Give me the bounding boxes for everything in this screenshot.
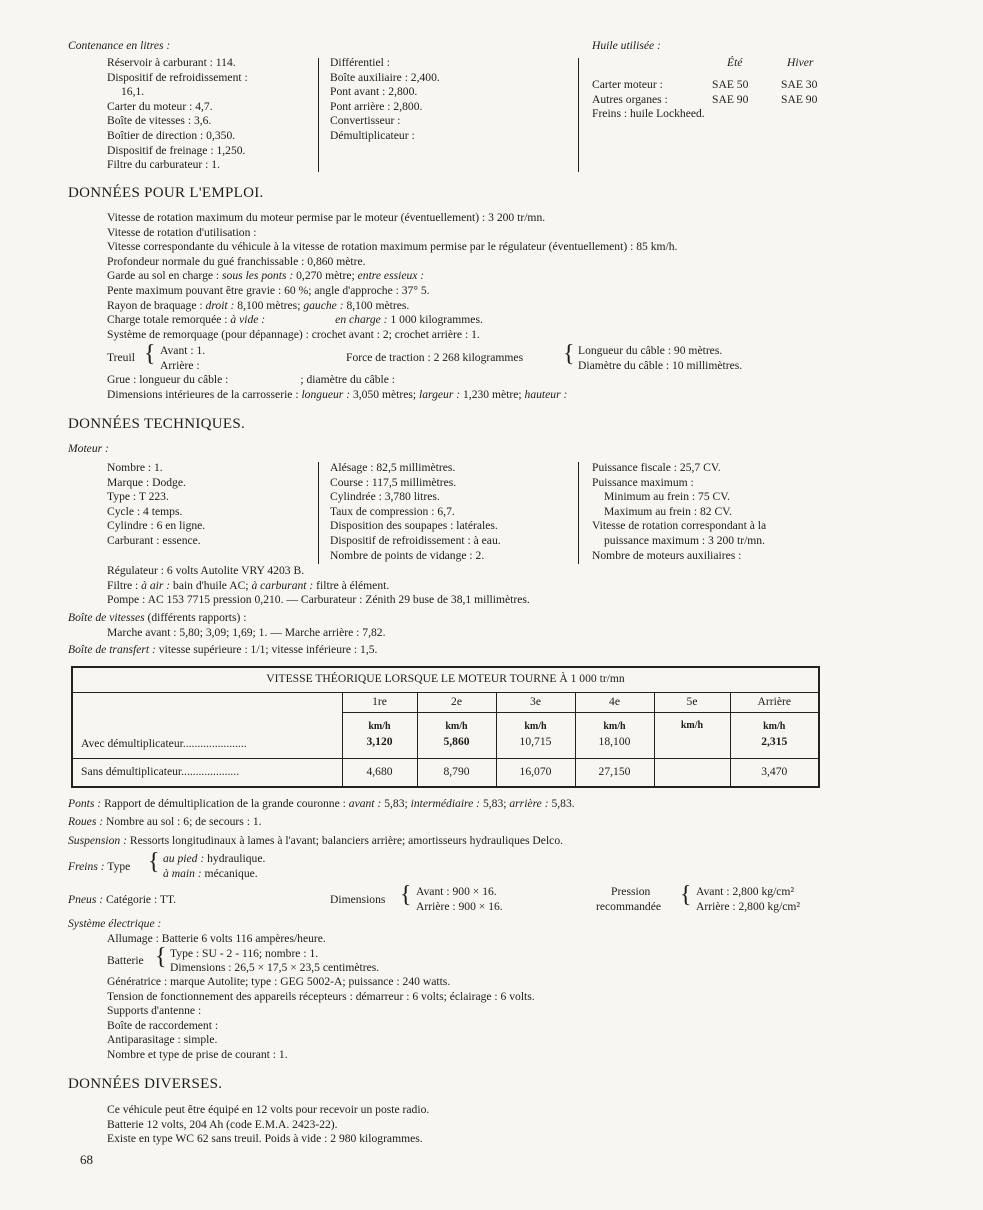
- text-line: Filtre du carburateur : 1.: [107, 158, 220, 172]
- text-line: Course : 117,5 millimètres.: [330, 475, 457, 489]
- text-line: Régulateur : 6 volts Autolite VRY 4203 B.: [107, 564, 305, 577]
- row-label: Sans démultiplicateur....................: [73, 758, 342, 786]
- filtre-line: Filtre : à air : bain d'huile AC; à carburant : filtre à élément.: [107, 578, 390, 592]
- pression-arriere: Arrière : 2,800 kg/cm²: [696, 900, 800, 913]
- text-line: Antiparasitage : simple.: [107, 1033, 218, 1047]
- treuil-diametre: Diamètre du câble : 10 millimètres.: [578, 359, 743, 372]
- text-line: Ce véhicule peut être équipé en 12 volts pour recevoir un poste radio.: [107, 1103, 430, 1116]
- section-heading-emploi: DONNÉES POUR L'EMPLOI.: [68, 185, 264, 201]
- huile-ete-header: Été: [727, 56, 743, 69]
- text-line: puissance maximum : 3 200 tr/mn.: [604, 533, 766, 547]
- table-header: 2e: [417, 692, 496, 712]
- huile-row-ete: SAE 90: [712, 93, 749, 106]
- huile-row-hiver: SAE 30: [781, 78, 818, 91]
- dimensions-line: Dimensions intérieures de la carrosserie : longueur : 3,050 mètres; largeur : 1,230 mètre; hauteur :: [107, 388, 568, 401]
- text-line: Cycle : 4 temps.: [107, 504, 183, 518]
- text-line: Vitesse de rotation maximum du moteur permise par le moteur (éventuellement) : 3 200 tr/mn.: [107, 211, 546, 224]
- text-line: Carburant : essence.: [107, 533, 201, 547]
- vitesse-table-frame: [71, 666, 820, 788]
- text-line: Convertisseur :: [330, 114, 401, 128]
- row-label: Avec démultiplicateur......................: [73, 712, 342, 758]
- contenance-col2: [330, 56, 440, 144]
- text-line: Différentiel :: [330, 56, 390, 69]
- text-line: Boîte de vitesses : 3,6.: [107, 114, 212, 128]
- text-line: Vitesse de rotation d'utilisation :: [107, 225, 257, 239]
- table-header: 1re: [342, 692, 417, 712]
- table-header: 5e: [654, 692, 730, 712]
- treuil-label: Treuil: [107, 351, 135, 364]
- huile-title: Huile utilisée :: [592, 39, 661, 52]
- treuil-force: Force de traction : 2 268 kilogrammes: [346, 351, 524, 364]
- treuil-arriere: Arrière :: [160, 359, 200, 372]
- text-line: Taux de compression : 6,7.: [330, 504, 455, 518]
- text-line: Batterie 12 volts, 204 Ah (code E.M.A. 2423-22).: [107, 1117, 338, 1131]
- table-title: VITESSE THÉORIQUE LORSQUE LE MOTEUR TOURNE À 1 000 tr/mn: [73, 668, 818, 692]
- table-cell: km/h 18,100: [575, 712, 654, 758]
- charge-line: Charge totale remorquée : à vide : en charge : 1 000 kilogrammes.: [107, 313, 483, 327]
- brace-icon: {: [563, 341, 575, 367]
- section-heading-diverses: DONNÉES DIVERSES.: [68, 1076, 223, 1092]
- contenance-title: Contenance en litres :: [68, 39, 171, 52]
- table-row: [73, 712, 818, 758]
- brace-icon: {: [400, 882, 412, 908]
- text-line: Boîtier de direction : 0,350.: [107, 128, 236, 142]
- boite-vitesses-line: Boîte de vitesses (différents rapports) :: [68, 611, 247, 624]
- text-line: Supports d'antenne :: [107, 1004, 202, 1018]
- column-divider: [318, 58, 319, 172]
- brace-icon: {: [680, 882, 692, 908]
- huile-freins: Freins : huile Lockheed.: [592, 107, 705, 120]
- text-line: Pont arrière : 2,800.: [330, 99, 423, 113]
- table-corner: [73, 692, 342, 712]
- text-line: Boîte de raccordement :: [107, 1018, 219, 1032]
- batterie-label: Batterie: [107, 954, 144, 967]
- huile-row-label: Autres organes :: [592, 93, 668, 106]
- moteur-col2: [330, 461, 501, 563]
- column-divider: [578, 462, 579, 564]
- text-line: Système de remorquage (pour dépannage) : crochet avant : 2; crochet arrière : 1.: [107, 327, 480, 341]
- text-line: Démultiplicateur :: [330, 128, 415, 142]
- table-cell: km/h 10,715: [496, 712, 575, 758]
- pression-avant: Avant : 2,800 kg/cm²: [696, 885, 794, 898]
- electrique-title: Système électrique :: [68, 917, 162, 930]
- text-line: Marque : Dodge.: [107, 475, 186, 489]
- marche-line: Marche avant : 5,80; 3,09; 1,69; 1. — Marche arrière : 7,82.: [107, 626, 386, 639]
- text-line: Boîte auxiliaire : 2,400.: [330, 70, 440, 84]
- text-line: Dispositif de freinage : 1,250.: [107, 143, 246, 157]
- pneus-dimensions-label: Dimensions: [330, 893, 386, 906]
- text-line: Minimum au frein : 75 CV.: [604, 490, 731, 504]
- pression-label: Pression: [611, 885, 651, 898]
- rayon-line: Rayon de braquage : droit : 8,100 mètres; gauche : 8,100 mètres.: [107, 298, 410, 312]
- diverses-lines: [107, 1103, 429, 1147]
- text-line: Réservoir à carburant : 114.: [107, 56, 236, 69]
- huile-hiver-header: Hiver: [787, 56, 814, 69]
- table-cell: 8,790: [417, 758, 496, 786]
- garde-line: Garde au sol en charge : sous les ponts : 0,270 mètre; entre essieux :: [107, 269, 425, 283]
- brace-icon: {: [148, 849, 160, 875]
- table-cell: [654, 758, 730, 786]
- text-line: Disposition des soupapes : latérales.: [330, 519, 498, 533]
- brace-icon: {: [155, 944, 167, 970]
- text-line: Alésage : 82,5 millimètres.: [330, 461, 456, 474]
- contenance-col1: [107, 56, 307, 173]
- table-cell: km/h: [654, 712, 730, 758]
- pneus-label: Pneus : Catégorie : TT.: [68, 893, 177, 906]
- text-line: Tension de fonctionnement des appareils récepteurs : démarreur : 6 volts; éclairage : 6 volts.: [107, 989, 535, 1003]
- text-line: Puissance maximum :: [592, 475, 694, 489]
- treuil-avant: Avant : 1.: [160, 344, 206, 357]
- text-line: Cylindrée : 3,780 litres.: [330, 490, 440, 504]
- section-heading-techniques: DONNÉES TECHNIQUES.: [68, 416, 246, 432]
- text-line: Génératrice : marque Autolite; type : GEG 5002-A; puissance : 240 watts.: [107, 975, 451, 988]
- frein-pied: au pied : hydraulique.: [163, 852, 266, 865]
- text-line: Profondeur normale du gué franchissable : 0,860 mètre.: [107, 254, 366, 268]
- text-line: Carter du moteur : 4,7.: [107, 99, 213, 113]
- text-line: Nombre : 1.: [107, 461, 163, 474]
- text-line: Pente maximum pouvant être gravie : 60 %; angle d'approche : 37° 5.: [107, 283, 430, 297]
- grue-line: Grue : longueur du câble : ; diamètre du câble :: [107, 373, 396, 386]
- pneu-dim-avant: Avant : 900 × 16.: [416, 885, 497, 898]
- text-line: 16,1.: [121, 85, 145, 99]
- table-cell: 27,150: [575, 758, 654, 786]
- brace-icon: {: [144, 341, 156, 367]
- text-line: Pompe : AC 153 7715 pression 0,210. — Carburateur : Zénith 29 buse de 38,1 millimètres.: [107, 593, 530, 607]
- page-number: 68: [80, 1152, 93, 1167]
- suspension-line: Suspension : Ressorts longitudinaux à lames à l'avant; balanciers arrière; amortisseurs hydrauliques Delco.: [68, 834, 564, 847]
- table-cell: km/h 3,120: [342, 712, 417, 758]
- ponts-line: Ponts : Rapport de démultiplication de la grande couronne : avant : 5,83; intermédiaire : 5,83; arrière : 5,83.: [68, 797, 575, 810]
- text-line: Maximum au frein : 82 CV.: [604, 504, 732, 518]
- table-row: [73, 758, 818, 786]
- table-cell: 4,680: [342, 758, 417, 786]
- moteur-col3: [592, 461, 766, 563]
- moteur-label: Moteur :: [68, 442, 109, 455]
- freins-label: Freins : Type: [68, 860, 131, 873]
- emploi-block: [107, 211, 677, 342]
- text-line: Nombre de points de vidange : 2.: [330, 548, 485, 562]
- moteur-accessoires: [107, 564, 530, 608]
- huile-row-hiver: SAE 90: [781, 93, 818, 106]
- huile-row-label: Carter moteur :: [592, 78, 663, 91]
- text-line: Dispositif de refroidissement :: [107, 70, 248, 84]
- table-cell: 3,470: [761, 764, 788, 778]
- roues-line: Roues : Nombre au sol : 6; de secours : 1.: [68, 815, 262, 828]
- column-divider: [578, 58, 579, 172]
- text-line: Existe en type WC 62 sans treuil. Poids à vide : 2 980 kilogrammes.: [107, 1132, 423, 1146]
- table-cell: km/h 5,860: [417, 712, 496, 758]
- treuil-longueur: Longueur du câble : 90 mètres.: [578, 344, 723, 357]
- text-line: Type : T 223.: [107, 490, 169, 504]
- electrique-lines: [107, 975, 535, 1063]
- column-divider: [318, 462, 319, 564]
- text-line: Vitesse correspondante du véhicule à la vitesse de rotation maximum permise par le régulateur (éventuellement) : 85 km/h.: [107, 240, 678, 254]
- table-header: 4e: [575, 692, 654, 712]
- frein-main: à main : mécanique.: [163, 867, 258, 880]
- vitesse-table: [73, 668, 818, 786]
- table-cell: 16,070: [496, 758, 575, 786]
- table-header: Arrière: [730, 692, 818, 712]
- batterie-dimensions: Dimensions : 26,5 × 17,5 × 23,5 centimètres.: [170, 961, 380, 974]
- allumage-line: Allumage : Batterie 6 volts 116 ampères/heure.: [107, 932, 326, 945]
- boite-transfert-line: Boîte de transfert : vitesse supérieure : 1/1; vitesse inférieure : 1,5.: [68, 643, 378, 656]
- pneu-dim-arriere: Arrière : 900 × 16.: [416, 900, 503, 913]
- moteur-col1: [107, 461, 205, 549]
- text-line: Dispositif de refroidissement : à eau.: [330, 533, 501, 547]
- text-line: Cylindre : 6 en ligne.: [107, 519, 206, 533]
- text-line: Puissance fiscale : 25,7 CV.: [592, 461, 721, 474]
- table-cell: km/h 2,315: [730, 712, 818, 758]
- table-header: 3e: [496, 692, 575, 712]
- text-line: Pont avant : 2,800.: [330, 85, 418, 99]
- huile-row-ete: SAE 50: [712, 78, 749, 91]
- text-line: Vitesse de rotation correspondant à la: [592, 519, 767, 533]
- text-line: Nombre de moteurs auxiliaires :: [592, 548, 742, 562]
- recommandee-label: recommandée: [596, 900, 662, 913]
- batterie-type: Type : SU - 2 - 116; nombre : 1.: [170, 947, 319, 960]
- text-line: Nombre et type de prise de courant : 1.: [107, 1047, 288, 1061]
